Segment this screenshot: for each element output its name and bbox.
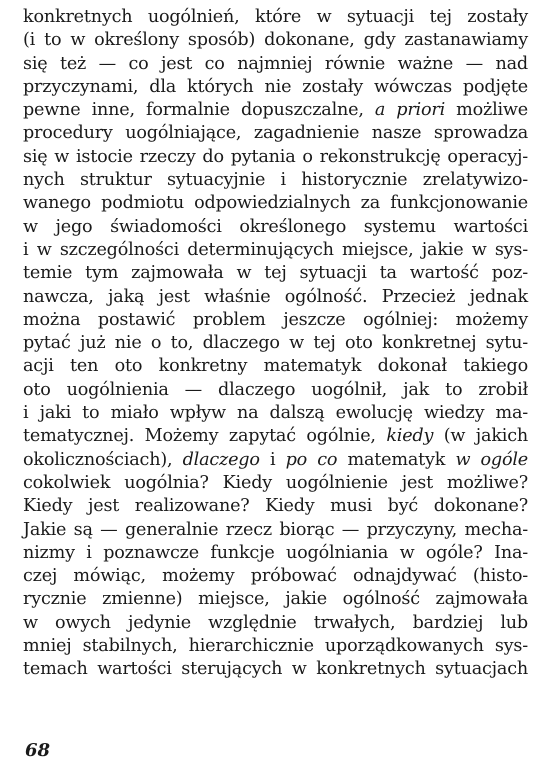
text-segment: acji ten oto konkretny matematyk dokonał takiego bbox=[23, 356, 528, 377]
text-line bbox=[23, 588, 528, 611]
text-line bbox=[23, 402, 528, 425]
italic-text: a priori bbox=[374, 100, 445, 121]
text-line bbox=[23, 425, 528, 448]
text-segment: pewne inne, formalnie dopuszczalne, bbox=[23, 100, 375, 121]
text-line bbox=[23, 449, 528, 472]
text-segment: pytać już nie o to, dlaczego w tej oto konkretnej sytu- bbox=[23, 333, 528, 354]
text-line bbox=[23, 472, 528, 495]
text-segment: cokolwiek uogólnia? Kiedy uogólnienie jest możliwe? bbox=[23, 472, 528, 493]
text-segment: nych struktur sytuacyjnie i historycznie zrelatywizo- bbox=[23, 170, 528, 191]
text-line bbox=[23, 286, 528, 309]
text-line bbox=[23, 76, 528, 99]
text-segment: oto uogólnienia — dlaczego uogólnił, jak to zrobił bbox=[23, 379, 528, 400]
text-segment: mniej stabilnych, hierarchicznie uporządkowanych sys- bbox=[23, 636, 528, 657]
text-segment: można postawić problem jeszcze ogólniej: możemy bbox=[23, 309, 528, 330]
italic-text: dlaczego bbox=[182, 449, 260, 470]
text-line bbox=[23, 519, 528, 542]
text-segment: czej mówiąc, możemy próbować odnajdywać (histo- bbox=[23, 566, 528, 587]
text-line bbox=[23, 53, 528, 76]
text-segment: Jakie są — generalnie rzecz biorąc — przyczyny, mecha- bbox=[23, 519, 528, 540]
text-line bbox=[23, 169, 528, 192]
text-segment: przyczynami, dla których nie zostały wówczas podjęte bbox=[23, 76, 528, 97]
italic-text: po co bbox=[285, 449, 338, 470]
text-line bbox=[23, 379, 528, 402]
text-line bbox=[23, 658, 528, 681]
body-text bbox=[23, 6, 528, 682]
text-line bbox=[23, 612, 528, 635]
text-line bbox=[23, 262, 528, 285]
text-segment: Kiedy jest realizowane? Kiedy musi być dokonane? bbox=[23, 496, 528, 517]
text-segment: (i to w określony sposób) dokonane, gdy zastanawiamy bbox=[23, 30, 528, 51]
text-line bbox=[23, 495, 528, 518]
text-segment: w owych jedynie względnie trwałych, bardziej lub bbox=[23, 612, 528, 633]
text-line bbox=[23, 192, 528, 215]
text-line bbox=[23, 309, 528, 332]
text-segment: i jaki to miało wpływ na dalszą ewolucję wiedzy ma- bbox=[23, 403, 528, 424]
text-segment: procedury uogólniające, zagadnienie nasze sprowadza bbox=[23, 123, 528, 144]
text-line bbox=[23, 216, 528, 239]
text-line bbox=[23, 355, 528, 378]
text-segment: tematycznej. Możemy zapytać ogólnie, bbox=[23, 426, 387, 447]
page-number: 68 bbox=[25, 740, 51, 761]
text-segment: okolicznościach), bbox=[23, 449, 183, 470]
text-line bbox=[23, 565, 528, 588]
text-segment: się w istocie rzeczy do pytania o rekonstrukcję operacyj- bbox=[23, 146, 528, 167]
text-segment: i w szczególności determinujących miejsce, jakie w sys- bbox=[23, 239, 528, 260]
text-segment: rycznie zmienne) miejsce, jakie ogólność zajmowała bbox=[23, 589, 528, 610]
text-line bbox=[23, 6, 528, 29]
text-segment: nizmy i poznawcze funkcje uogólniania w ogóle? Ina- bbox=[23, 542, 528, 563]
text-line bbox=[23, 99, 528, 122]
text-segment: konkretnych uogólnień, które w sytuacji tej zostały bbox=[23, 7, 528, 27]
text-segment: temie tym zajmowała w tej sytuacji ta wartość poz- bbox=[23, 263, 528, 284]
text-segment: temach wartości sterujących w konkretnych sytuacjach bbox=[23, 659, 528, 680]
text-segment: nawcza, jaką jest właśnie ogólność. Przecież jednak bbox=[23, 286, 528, 307]
text-segment: w jego świadomości określonego systemu wartości bbox=[23, 216, 528, 237]
text-segment: i bbox=[259, 449, 286, 470]
text-line bbox=[23, 29, 528, 52]
text-line bbox=[23, 146, 528, 169]
text-line bbox=[23, 635, 528, 658]
text-segment: matematyk bbox=[337, 449, 456, 470]
text-segment: wanego podmiotu odpowiedzialnych za funkcjonowanie bbox=[23, 193, 528, 214]
text-line bbox=[23, 239, 528, 262]
text-line bbox=[23, 542, 528, 565]
italic-text: w ogóle bbox=[455, 449, 528, 470]
text-line bbox=[23, 332, 528, 355]
text-segment: (w jakich bbox=[433, 426, 528, 447]
text-segment: możliwe bbox=[445, 100, 528, 121]
text-line bbox=[23, 122, 528, 145]
text-segment: się też — co jest co najmniej równie ważne — nad bbox=[23, 53, 528, 74]
italic-text: kiedy bbox=[386, 426, 434, 447]
